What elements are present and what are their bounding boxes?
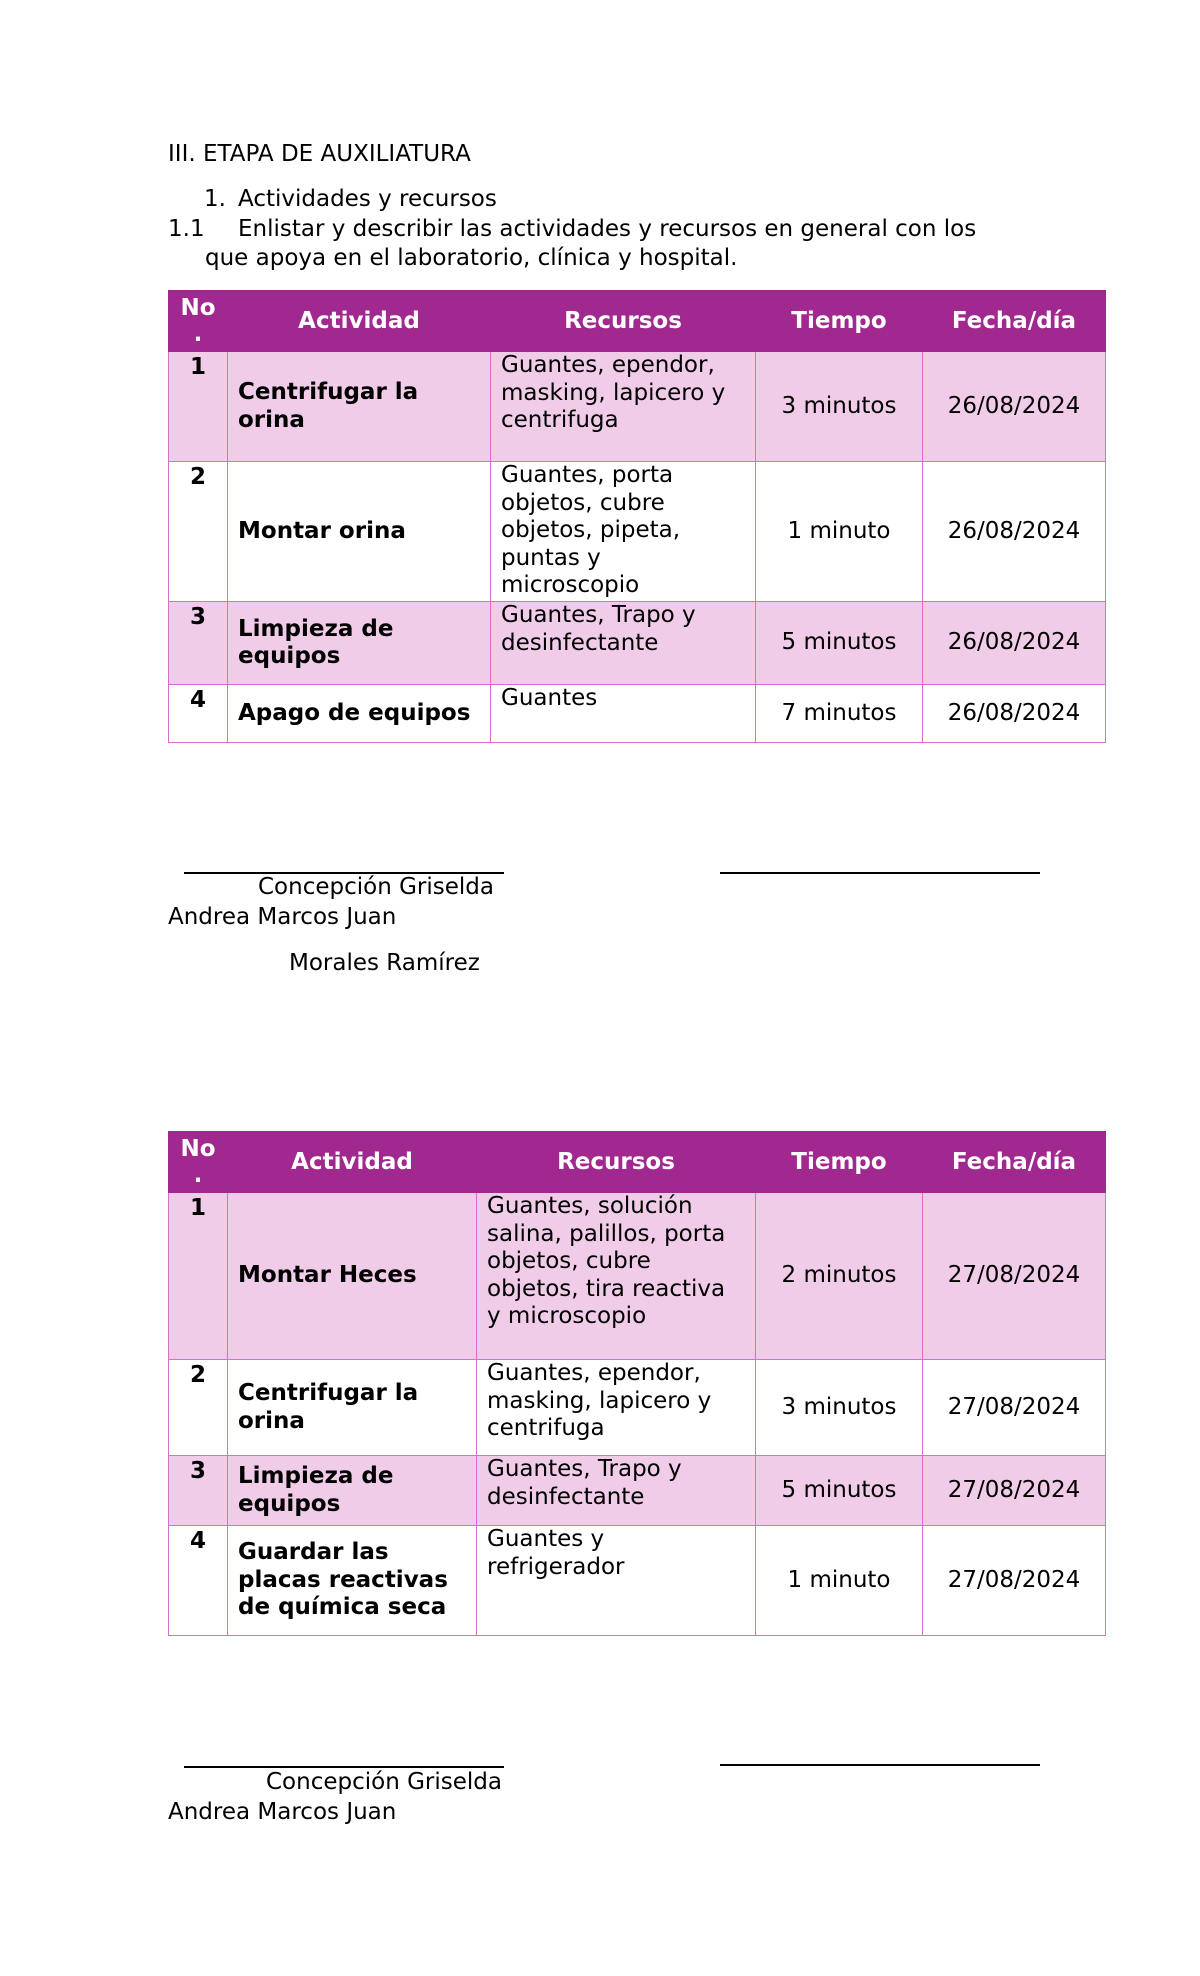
time-cell: 1 minuto — [756, 1526, 923, 1636]
row-number: 4 — [169, 685, 228, 743]
header-no — [169, 291, 228, 352]
table-row — [169, 1456, 1106, 1526]
activity-cell: Apago de equipos — [228, 685, 491, 743]
header-tiempo: Tiempo — [756, 1132, 923, 1193]
item-title: Actividades y recursos — [238, 186, 497, 212]
resources-cell: Guantes, Trapo y desinfectante — [477, 1456, 756, 1526]
activity-cell: Centrifugar la orina — [228, 1360, 477, 1456]
header-no-top: No — [180, 1136, 216, 1162]
activities-table-2 — [168, 1131, 1106, 1636]
date-cell: 27/08/2024 — [923, 1193, 1106, 1360]
activity-cell: Limpieza de equipos — [228, 602, 491, 685]
sub-text-line2: que apoya en el laboratorio, clínica y hospital. — [205, 245, 738, 271]
date-cell: 27/08/2024 — [923, 1456, 1106, 1526]
activity-cell: Limpieza de equipos — [228, 1456, 477, 1526]
table-row — [169, 685, 1106, 743]
table-row — [169, 462, 1106, 602]
header-tiempo: Tiempo — [756, 291, 923, 352]
row-number: 4 — [169, 1526, 228, 1636]
resources-cell: Guantes, ependor, masking, lapicero y centrifuga — [477, 1360, 756, 1456]
table-row — [169, 602, 1106, 685]
signature-name-line1: Concepción Griselda — [258, 874, 494, 900]
table-header-row — [169, 291, 1106, 352]
header-recursos: Recursos — [477, 1132, 756, 1193]
table-row — [169, 352, 1106, 462]
resources-cell: Guantes, porta objetos, cubre objetos, pipeta, puntas y microscopio — [491, 462, 756, 602]
signature-name-line2: Andrea Marcos Juan — [168, 1799, 397, 1825]
time-cell: 1 minuto — [756, 462, 923, 602]
header-actividad: Actividad — [228, 1132, 477, 1193]
date-cell: 26/08/2024 — [923, 352, 1106, 462]
header-no — [169, 1132, 228, 1193]
header-no-bottom: . — [193, 1162, 203, 1188]
row-number: 3 — [169, 602, 228, 685]
signature-name-line3: Morales Ramírez — [289, 950, 480, 976]
table-row — [169, 1193, 1106, 1360]
date-cell: 27/08/2024 — [923, 1360, 1106, 1456]
time-cell: 5 minutos — [756, 1456, 923, 1526]
sub-text-line1: Enlistar y describir las actividades y recursos en general con los — [238, 216, 977, 242]
resources-cell: Guantes — [491, 685, 756, 743]
header-actividad: Actividad — [228, 291, 491, 352]
signature-name-line2: Andrea Marcos Juan — [168, 904, 397, 930]
date-cell: 26/08/2024 — [923, 685, 1106, 743]
item-number: 1. — [204, 186, 226, 212]
activity-cell: Centrifugar la orina — [228, 352, 491, 462]
table-row — [169, 1360, 1106, 1456]
sub-number: 1.1 — [168, 216, 205, 242]
table-row — [169, 1526, 1106, 1636]
table-header-row — [169, 1132, 1106, 1193]
time-cell: 3 minutos — [756, 1360, 923, 1456]
row-number: 2 — [169, 1360, 228, 1456]
header-recursos: Recursos — [491, 291, 756, 352]
activities-table-1 — [168, 290, 1106, 743]
activity-cell: Montar orina — [228, 462, 491, 602]
resources-cell: Guantes, ependor, masking, lapicero y centrifuga — [491, 352, 756, 462]
signature-line-right — [720, 872, 1040, 874]
row-number: 2 — [169, 462, 228, 602]
row-number: 3 — [169, 1456, 228, 1526]
resources-cell: Guantes, solución salina, palillos, porta objetos, cubre objetos, tira reactiva y microscopio — [477, 1193, 756, 1360]
activity-cell: Guardar las placas reactivas de química seca — [228, 1526, 477, 1636]
date-cell: 27/08/2024 — [923, 1526, 1106, 1636]
time-cell: 2 minutos — [756, 1193, 923, 1360]
row-number: 1 — [169, 352, 228, 462]
time-cell: 3 minutos — [756, 352, 923, 462]
signature-name-line1: Concepción Griselda — [266, 1769, 502, 1795]
date-cell: 26/08/2024 — [923, 602, 1106, 685]
date-cell: 26/08/2024 — [923, 462, 1106, 602]
signature-line-right — [720, 1764, 1040, 1766]
resources-cell: Guantes y refrigerador — [477, 1526, 756, 1636]
header-fecha: Fecha/día — [923, 291, 1106, 352]
row-number: 1 — [169, 1193, 228, 1360]
section-title: III. ETAPA DE AUXILIATURA — [168, 141, 471, 167]
time-cell: 5 minutos — [756, 602, 923, 685]
header-fecha: Fecha/día — [923, 1132, 1106, 1193]
activity-cell: Montar Heces — [228, 1193, 477, 1360]
header-no-top: No — [180, 295, 216, 321]
header-no-bottom: . — [193, 321, 203, 347]
resources-cell: Guantes, Trapo y desinfectante — [491, 602, 756, 685]
time-cell: 7 minutos — [756, 685, 923, 743]
